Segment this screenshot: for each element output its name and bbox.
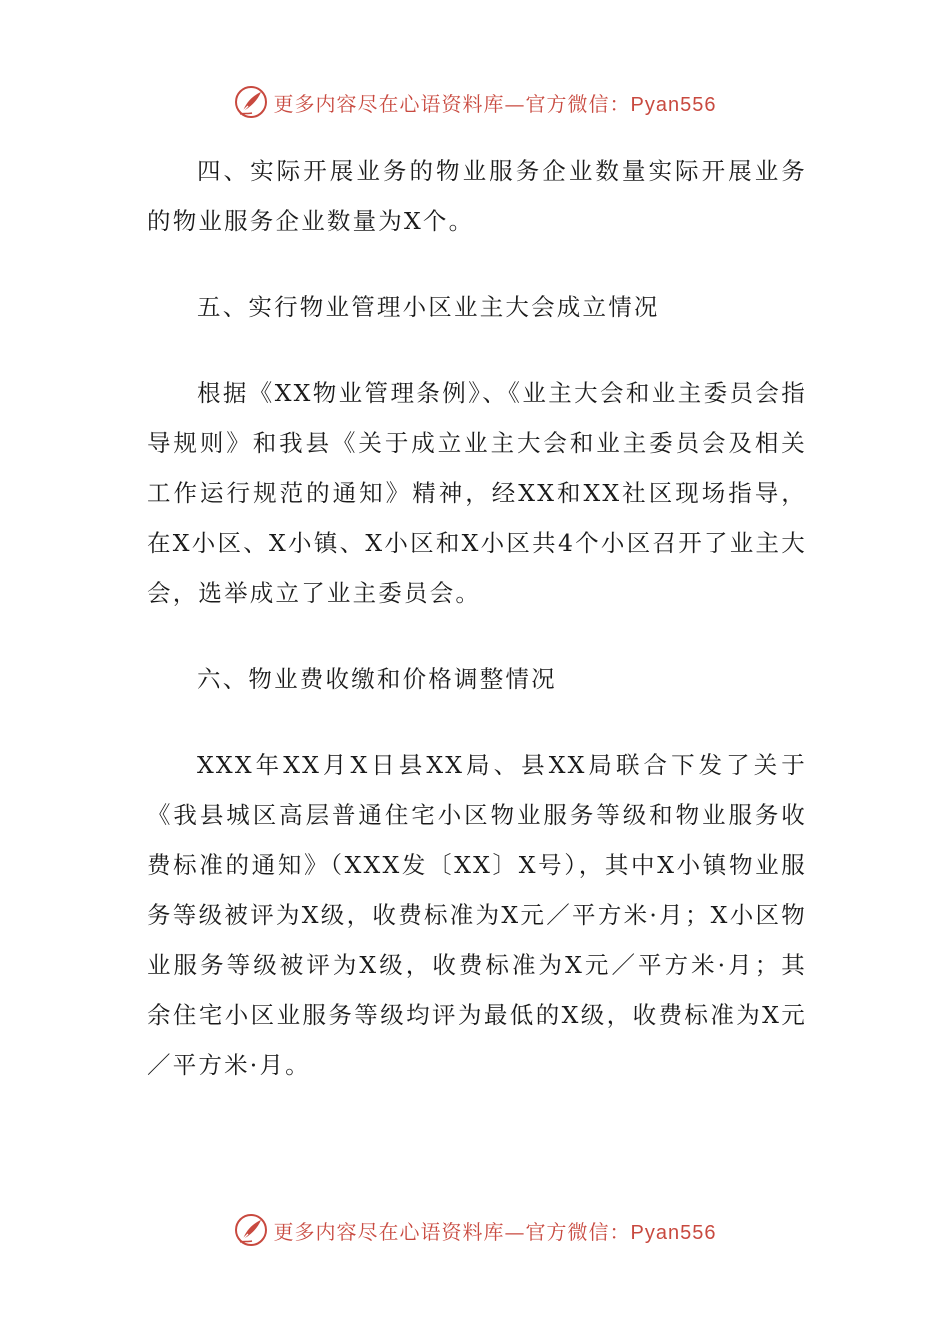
header-wechat-id: Pyan556 [630,93,717,116]
section-six-heading: 六、物业费收缴和价格调整情况 [197,665,557,693]
quill-pen-logo-icon [234,1213,268,1247]
section-five-heading: 五、实行物业管理小区业主大会成立情况 [197,293,660,321]
section-five-paragraph: 根据《XX物业管理条例》、《业主大会和业主委员会指导规则》和我县《关于成立业主大会和业主委员会及相关工作运行规范的通知》精神，经XX和XX社区现场指导，在X小区、X小镇、X小区和X小区共4个小区召开了业主大会，选举成立了业主委员会。 [147,379,807,607]
footer-banner [0,1208,950,1252]
document-body [147,146,807,1090]
section-six-paragraph: XXX年XX月X日县XX局、县XX局联合下发了关于《我县城区高层普通住宅小区物业服务等级和物业服务收费标准的通知》（XXX发〔XX〕X号），其中X小镇物业服务等级被评为X级，收费标准为X元／平方米·月；X小区物业服务等级被评为X级，收费标准为X元／平方米·月；其余住宅小区业服务等级均评为最低的X级，收费标准为X元／平方米·月。 [147,751,807,1079]
footer-wechat-id: Pyan556 [630,1221,717,1244]
section-four-text: 四、实际开展业务的物业服务企业数量实际开展业务的物业服务企业数量为X个。 [147,157,807,235]
footer-banner-text: 更多内容尽在心语资料库—官方微信：Pyan556 [273,1219,717,1244]
header-banner [0,80,950,124]
quill-pen-logo-icon [234,85,268,119]
header-banner-text: 更多内容尽在心语资料库—官方微信：Pyan556 [273,91,717,116]
